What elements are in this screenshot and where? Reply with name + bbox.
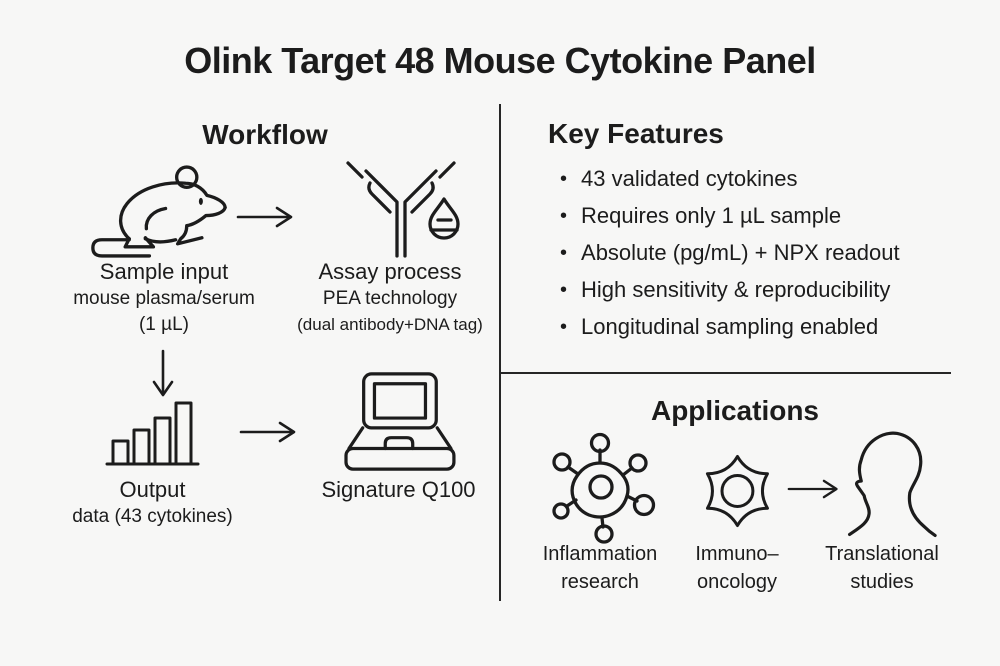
right-arrow-icon: [787, 477, 841, 501]
feature-item: [556, 204, 986, 228]
label-line: research: [561, 571, 639, 593]
feature-text: Requires only 1 µL sample: [581, 203, 842, 228]
feature-text: Absolute (pg/mL) + NPX readout: [581, 240, 900, 265]
vertical-divider: [499, 104, 501, 601]
feature-item: [556, 315, 986, 339]
laptop-icon: [334, 370, 462, 473]
feature-text: Longitudinal sampling enabled: [581, 314, 879, 339]
bullet-icon: •: [560, 242, 568, 264]
key-features-heading: Key Features: [548, 118, 724, 149]
step-title: Sample input: [99, 259, 229, 284]
step-subtitle: (dual antibody+DNA tag): [297, 315, 483, 334]
right-arrow-icon: [235, 205, 297, 229]
right-arrow-icon: [237, 420, 301, 444]
step-sample-input: [58, 257, 270, 338]
bar-chart-icon: [105, 393, 200, 468]
label-line: Inflammation: [542, 543, 658, 565]
feature-text: 43 validated cytokines: [581, 166, 798, 191]
bullet-icon: •: [560, 168, 568, 190]
step-title: Signature Q100: [321, 477, 476, 502]
applications-heading: Applications: [650, 395, 819, 426]
step-subtitle: PEA technology: [322, 288, 458, 309]
page-title: Olink Target 48 Mouse Cytokine Panel: [184, 40, 816, 81]
cell-icon: [687, 441, 787, 541]
label-line: Immuno–: [695, 543, 779, 565]
step-title: Output: [119, 477, 186, 502]
application-label-inflammation: [525, 540, 675, 596]
step-signature-q100: [296, 475, 501, 504]
feature-item: [556, 278, 986, 302]
step-assay-process: [282, 257, 498, 337]
feature-item: [556, 241, 986, 265]
feature-item: [556, 167, 986, 191]
mouse-icon: [86, 158, 234, 264]
inflammation-icon: [540, 430, 660, 550]
bullet-icon: •: [560, 316, 568, 338]
feature-text: High sensitivity & reproducibility: [581, 277, 891, 302]
application-label-translational: [807, 540, 957, 596]
bullet-icon: •: [560, 205, 568, 227]
label-line: oncology: [696, 571, 778, 593]
step-subtitle: data (43 cytokines): [72, 506, 233, 527]
label-line: Translational: [825, 543, 939, 565]
step-output: [50, 475, 255, 530]
step-subtitle: (1 µL): [138, 314, 189, 335]
head-icon: [836, 424, 938, 542]
workflow-heading: Workflow: [202, 119, 328, 150]
antibody-icon: [344, 152, 468, 260]
step-subtitle: mouse plasma/serum: [73, 288, 255, 309]
key-features-list: [556, 167, 986, 352]
application-label-immuno-oncology: [667, 540, 807, 596]
step-title: Assay process: [318, 259, 462, 284]
bullet-icon: •: [560, 279, 568, 301]
label-line: studies: [850, 571, 914, 593]
horizontal-divider: [500, 372, 951, 374]
